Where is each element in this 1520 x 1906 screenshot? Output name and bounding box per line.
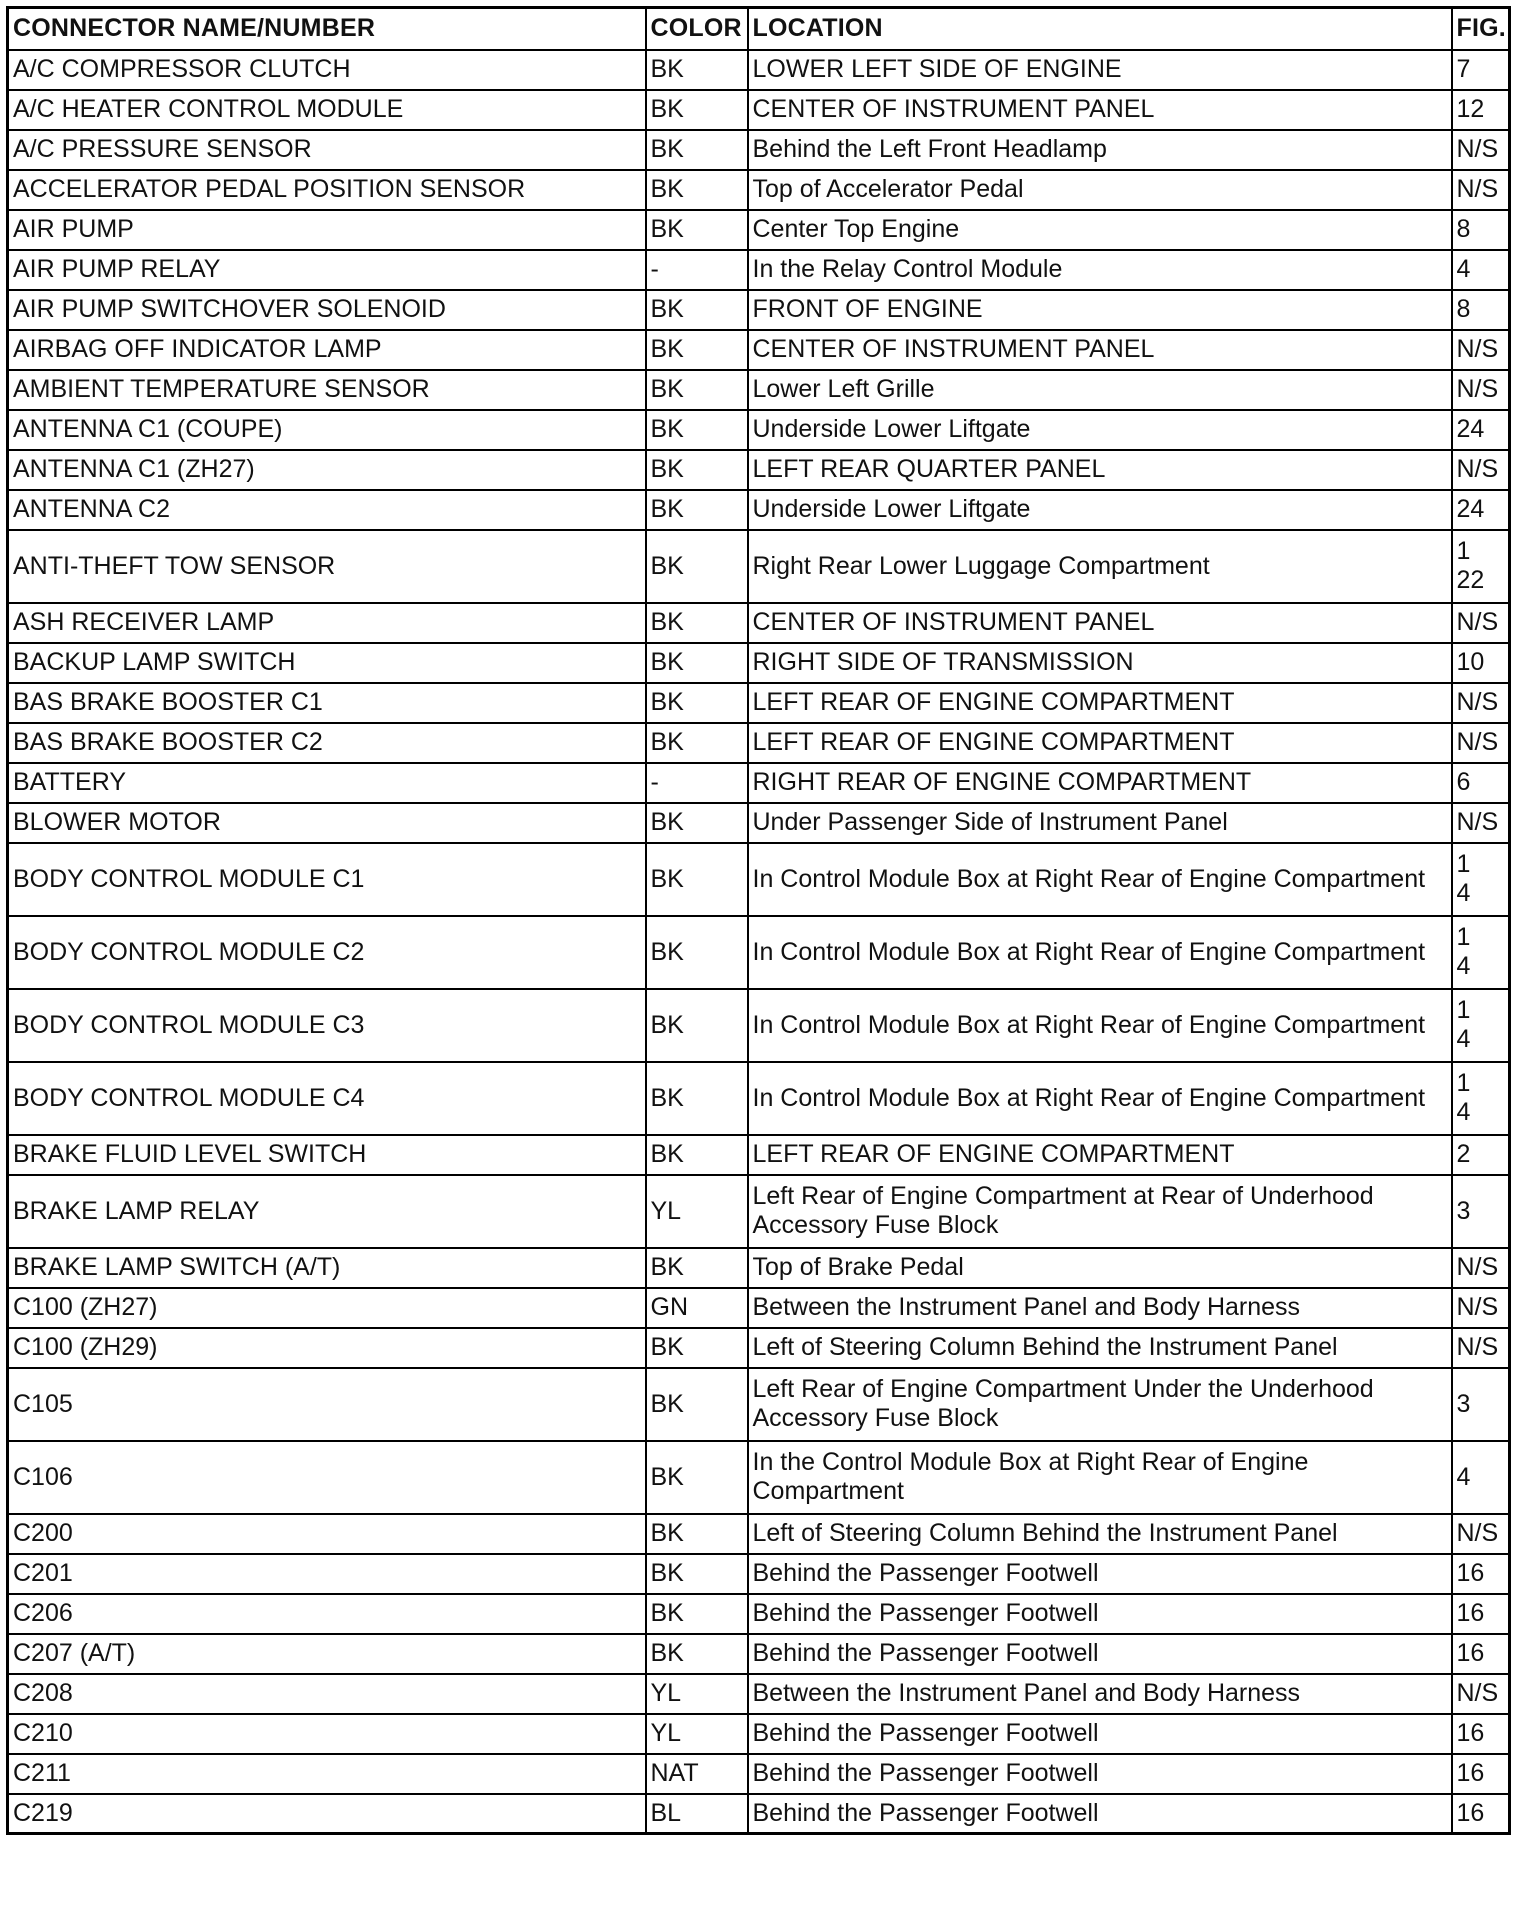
fig-cell: N/S — [1452, 603, 1510, 643]
table-row — [8, 450, 1510, 490]
color-cell: BK — [646, 90, 748, 130]
connector-name-cell: BRAKE LAMP RELAY — [8, 1175, 646, 1248]
location-cell: Between the Instrument Panel and Body Harness — [748, 1674, 1452, 1714]
color-cell: BK — [646, 130, 748, 170]
color-cell: BK — [646, 683, 748, 723]
table-row — [8, 1288, 1510, 1328]
connector-name-cell: C201 — [8, 1554, 646, 1594]
color-cell: YL — [646, 1714, 748, 1754]
location-cell: RIGHT SIDE OF TRANSMISSION — [748, 643, 1452, 683]
location-cell: Behind the Passenger Footwell — [748, 1634, 1452, 1674]
fig-cell: 1 22 — [1452, 530, 1510, 603]
fig-cell: 16 — [1452, 1754, 1510, 1794]
connector-name-cell: C208 — [8, 1674, 646, 1714]
fig-cell: 3 — [1452, 1368, 1510, 1441]
table-row — [8, 370, 1510, 410]
location-cell: Behind the Passenger Footwell — [748, 1754, 1452, 1794]
location-cell: Left of Steering Column Behind the Instrument Panel — [748, 1514, 1452, 1554]
color-cell: BL — [646, 1794, 748, 1834]
location-cell: LOWER LEFT SIDE OF ENGINE — [748, 50, 1452, 90]
connector-name-cell: AIR PUMP SWITCHOVER SOLENOID — [8, 290, 646, 330]
fig-cell: 8 — [1452, 290, 1510, 330]
table-row — [8, 530, 1510, 603]
location-cell: CENTER OF INSTRUMENT PANEL — [748, 330, 1452, 370]
location-cell: RIGHT REAR OF ENGINE COMPARTMENT — [748, 763, 1452, 803]
header-connector-name: CONNECTOR NAME/NUMBER — [8, 8, 646, 50]
location-cell: Behind the Passenger Footwell — [748, 1794, 1452, 1834]
header-color: COLOR — [646, 8, 748, 50]
color-cell: GN — [646, 1288, 748, 1328]
location-cell: In the Relay Control Module — [748, 250, 1452, 290]
header-location: LOCATION — [748, 8, 1452, 50]
location-cell: LEFT REAR OF ENGINE COMPARTMENT — [748, 1135, 1452, 1175]
fig-cell: N/S — [1452, 370, 1510, 410]
fig-cell: 16 — [1452, 1634, 1510, 1674]
connector-name-cell: AIR PUMP — [8, 210, 646, 250]
location-cell: Right Rear Lower Luggage Compartment — [748, 530, 1452, 603]
connector-name-cell: C106 — [8, 1441, 646, 1514]
connector-name-cell: A/C PRESSURE SENSOR — [8, 130, 646, 170]
color-cell: BK — [646, 1554, 748, 1594]
connector-name-cell: ANTENNA C2 — [8, 490, 646, 530]
table-row — [8, 250, 1510, 290]
location-cell: Top of Brake Pedal — [748, 1248, 1452, 1288]
fig-cell: 16 — [1452, 1594, 1510, 1634]
table-row — [8, 763, 1510, 803]
table-row — [8, 683, 1510, 723]
fig-cell: N/S — [1452, 1288, 1510, 1328]
table-row — [8, 130, 1510, 170]
table-row — [8, 803, 1510, 843]
color-cell: - — [646, 763, 748, 803]
fig-cell: 16 — [1452, 1794, 1510, 1834]
color-cell: - — [646, 250, 748, 290]
connector-name-cell: C206 — [8, 1594, 646, 1634]
color-cell: BK — [646, 603, 748, 643]
location-cell: Left Rear of Engine Compartment Under the Underhood Accessory Fuse Block — [748, 1368, 1452, 1441]
location-cell: Underside Lower Liftgate — [748, 490, 1452, 530]
connector-name-cell: ANTENNA C1 (COUPE) — [8, 410, 646, 450]
fig-cell: 8 — [1452, 210, 1510, 250]
connector-name-cell: BRAKE LAMP SWITCH (A/T) — [8, 1248, 646, 1288]
color-cell: BK — [646, 1062, 748, 1135]
table-row — [8, 490, 1510, 530]
location-cell: Top of Accelerator Pedal — [748, 170, 1452, 210]
connector-table — [6, 6, 1511, 1835]
table-row — [8, 290, 1510, 330]
location-cell: In Control Module Box at Right Rear of Engine Compartment — [748, 1062, 1452, 1135]
location-cell: Behind the Passenger Footwell — [748, 1554, 1452, 1594]
connector-name-cell: A/C HEATER CONTROL MODULE — [8, 90, 646, 130]
color-cell: BK — [646, 916, 748, 989]
table-row — [8, 1554, 1510, 1594]
location-cell: LEFT REAR OF ENGINE COMPARTMENT — [748, 683, 1452, 723]
table-row — [8, 603, 1510, 643]
table-row — [8, 330, 1510, 370]
header-fig: FIG. — [1452, 8, 1510, 50]
fig-cell: 7 — [1452, 50, 1510, 90]
location-cell: CENTER OF INSTRUMENT PANEL — [748, 603, 1452, 643]
table-row — [8, 1794, 1510, 1834]
location-cell: Behind the Passenger Footwell — [748, 1714, 1452, 1754]
table-row — [8, 50, 1510, 90]
color-cell: BK — [646, 370, 748, 410]
connector-table-page — [6, 6, 1508, 1835]
table-row — [8, 1714, 1510, 1754]
table-body — [8, 50, 1510, 1834]
location-cell: CENTER OF INSTRUMENT PANEL — [748, 90, 1452, 130]
fig-cell: N/S — [1452, 803, 1510, 843]
color-cell: BK — [646, 290, 748, 330]
fig-cell: 6 — [1452, 763, 1510, 803]
connector-name-cell: BATTERY — [8, 763, 646, 803]
connector-name-cell: BAS BRAKE BOOSTER C2 — [8, 723, 646, 763]
fig-cell: 16 — [1452, 1554, 1510, 1594]
color-cell: BK — [646, 723, 748, 763]
connector-name-cell: ANTENNA C1 (ZH27) — [8, 450, 646, 490]
location-cell: FRONT OF ENGINE — [748, 290, 1452, 330]
color-cell: BK — [646, 1248, 748, 1288]
connector-name-cell: BODY CONTROL MODULE C1 — [8, 843, 646, 916]
connector-name-cell: ANTI-THEFT TOW SENSOR — [8, 530, 646, 603]
location-cell: Under Passenger Side of Instrument Panel — [748, 803, 1452, 843]
connector-name-cell: BACKUP LAMP SWITCH — [8, 643, 646, 683]
table-row — [8, 210, 1510, 250]
location-cell: LEFT REAR QUARTER PANEL — [748, 450, 1452, 490]
location-cell: Underside Lower Liftgate — [748, 410, 1452, 450]
color-cell: BK — [646, 410, 748, 450]
color-cell: BK — [646, 1634, 748, 1674]
fig-cell: 12 — [1452, 90, 1510, 130]
table-row — [8, 916, 1510, 989]
table-row — [8, 170, 1510, 210]
color-cell: BK — [646, 170, 748, 210]
color-cell: BK — [646, 530, 748, 603]
fig-cell: 4 — [1452, 250, 1510, 290]
location-cell: Lower Left Grille — [748, 370, 1452, 410]
fig-cell: N/S — [1452, 130, 1510, 170]
location-cell: Left Rear of Engine Compartment at Rear of Underhood Accessory Fuse Block — [748, 1175, 1452, 1248]
connector-name-cell: C100 (ZH29) — [8, 1328, 646, 1368]
color-cell: BK — [646, 1441, 748, 1514]
location-cell: Behind the Left Front Headlamp — [748, 130, 1452, 170]
fig-cell: 3 — [1452, 1175, 1510, 1248]
connector-name-cell: C211 — [8, 1754, 646, 1794]
location-cell: Center Top Engine — [748, 210, 1452, 250]
color-cell: BK — [646, 1514, 748, 1554]
connector-name-cell: BAS BRAKE BOOSTER C1 — [8, 683, 646, 723]
location-cell: Behind the Passenger Footwell — [748, 1594, 1452, 1634]
connector-name-cell: C219 — [8, 1794, 646, 1834]
color-cell: YL — [646, 1674, 748, 1714]
color-cell: BK — [646, 330, 748, 370]
fig-cell: 2 — [1452, 1135, 1510, 1175]
connector-name-cell: C200 — [8, 1514, 646, 1554]
table-row — [8, 1514, 1510, 1554]
fig-cell: N/S — [1452, 723, 1510, 763]
connector-name-cell: C105 — [8, 1368, 646, 1441]
table-row — [8, 1634, 1510, 1674]
fig-cell: N/S — [1452, 1674, 1510, 1714]
location-cell: LEFT REAR OF ENGINE COMPARTMENT — [748, 723, 1452, 763]
table-row — [8, 1175, 1510, 1248]
color-cell: BK — [646, 989, 748, 1062]
color-cell: BK — [646, 843, 748, 916]
fig-cell: N/S — [1452, 1514, 1510, 1554]
table-row — [8, 1368, 1510, 1441]
color-cell: BK — [646, 1135, 748, 1175]
fig-cell: 24 — [1452, 490, 1510, 530]
table-row — [8, 90, 1510, 130]
connector-name-cell: BODY CONTROL MODULE C4 — [8, 1062, 646, 1135]
color-cell: BK — [646, 450, 748, 490]
table-row — [8, 1674, 1510, 1714]
location-cell: In Control Module Box at Right Rear of Engine Compartment — [748, 843, 1452, 916]
location-cell: Left of Steering Column Behind the Instrument Panel — [748, 1328, 1452, 1368]
connector-name-cell: BODY CONTROL MODULE C3 — [8, 989, 646, 1062]
fig-cell: N/S — [1452, 450, 1510, 490]
connector-name-cell: AIRBAG OFF INDICATOR LAMP — [8, 330, 646, 370]
location-cell: In Control Module Box at Right Rear of Engine Compartment — [748, 916, 1452, 989]
fig-cell: 1 4 — [1452, 1062, 1510, 1135]
color-cell: BK — [646, 210, 748, 250]
fig-cell: N/S — [1452, 1248, 1510, 1288]
connector-name-cell: AIR PUMP RELAY — [8, 250, 646, 290]
location-cell: Between the Instrument Panel and Body Harness — [748, 1288, 1452, 1328]
fig-cell: 16 — [1452, 1714, 1510, 1754]
connector-name-cell: BLOWER MOTOR — [8, 803, 646, 843]
table-row — [8, 1441, 1510, 1514]
connector-name-cell: BRAKE FLUID LEVEL SWITCH — [8, 1135, 646, 1175]
fig-cell: N/S — [1452, 683, 1510, 723]
connector-name-cell: BODY CONTROL MODULE C2 — [8, 916, 646, 989]
color-cell: BK — [646, 1328, 748, 1368]
fig-cell: 4 — [1452, 1441, 1510, 1514]
table-row — [8, 723, 1510, 763]
table-row — [8, 1062, 1510, 1135]
color-cell: BK — [646, 1368, 748, 1441]
color-cell: BK — [646, 803, 748, 843]
color-cell: BK — [646, 643, 748, 683]
table-row — [8, 643, 1510, 683]
color-cell: BK — [646, 50, 748, 90]
fig-cell: 1 4 — [1452, 989, 1510, 1062]
color-cell: NAT — [646, 1754, 748, 1794]
location-cell: In Control Module Box at Right Rear of Engine Compartment — [748, 989, 1452, 1062]
connector-name-cell: C210 — [8, 1714, 646, 1754]
table-row — [8, 1594, 1510, 1634]
fig-cell: N/S — [1452, 170, 1510, 210]
fig-cell: 10 — [1452, 643, 1510, 683]
table-row — [8, 410, 1510, 450]
table-row — [8, 1328, 1510, 1368]
fig-cell: N/S — [1452, 1328, 1510, 1368]
fig-cell: N/S — [1452, 330, 1510, 370]
table-row — [8, 843, 1510, 916]
connector-name-cell: A/C COMPRESSOR CLUTCH — [8, 50, 646, 90]
table-row — [8, 1248, 1510, 1288]
connector-name-cell: ACCELERATOR PEDAL POSITION SENSOR — [8, 170, 646, 210]
table-row — [8, 989, 1510, 1062]
fig-cell: 24 — [1452, 410, 1510, 450]
color-cell: YL — [646, 1175, 748, 1248]
color-cell: BK — [646, 490, 748, 530]
table-row — [8, 1754, 1510, 1794]
connector-name-cell: AMBIENT TEMPERATURE SENSOR — [8, 370, 646, 410]
table-row — [8, 1135, 1510, 1175]
color-cell: BK — [646, 1594, 748, 1634]
fig-cell: 1 4 — [1452, 843, 1510, 916]
header-row — [8, 8, 1510, 50]
table-header — [8, 8, 1510, 50]
connector-name-cell: C100 (ZH27) — [8, 1288, 646, 1328]
location-cell: In the Control Module Box at Right Rear of Engine Compartment — [748, 1441, 1452, 1514]
connector-name-cell: ASH RECEIVER LAMP — [8, 603, 646, 643]
connector-name-cell: C207 (A/T) — [8, 1634, 646, 1674]
fig-cell: 1 4 — [1452, 916, 1510, 989]
